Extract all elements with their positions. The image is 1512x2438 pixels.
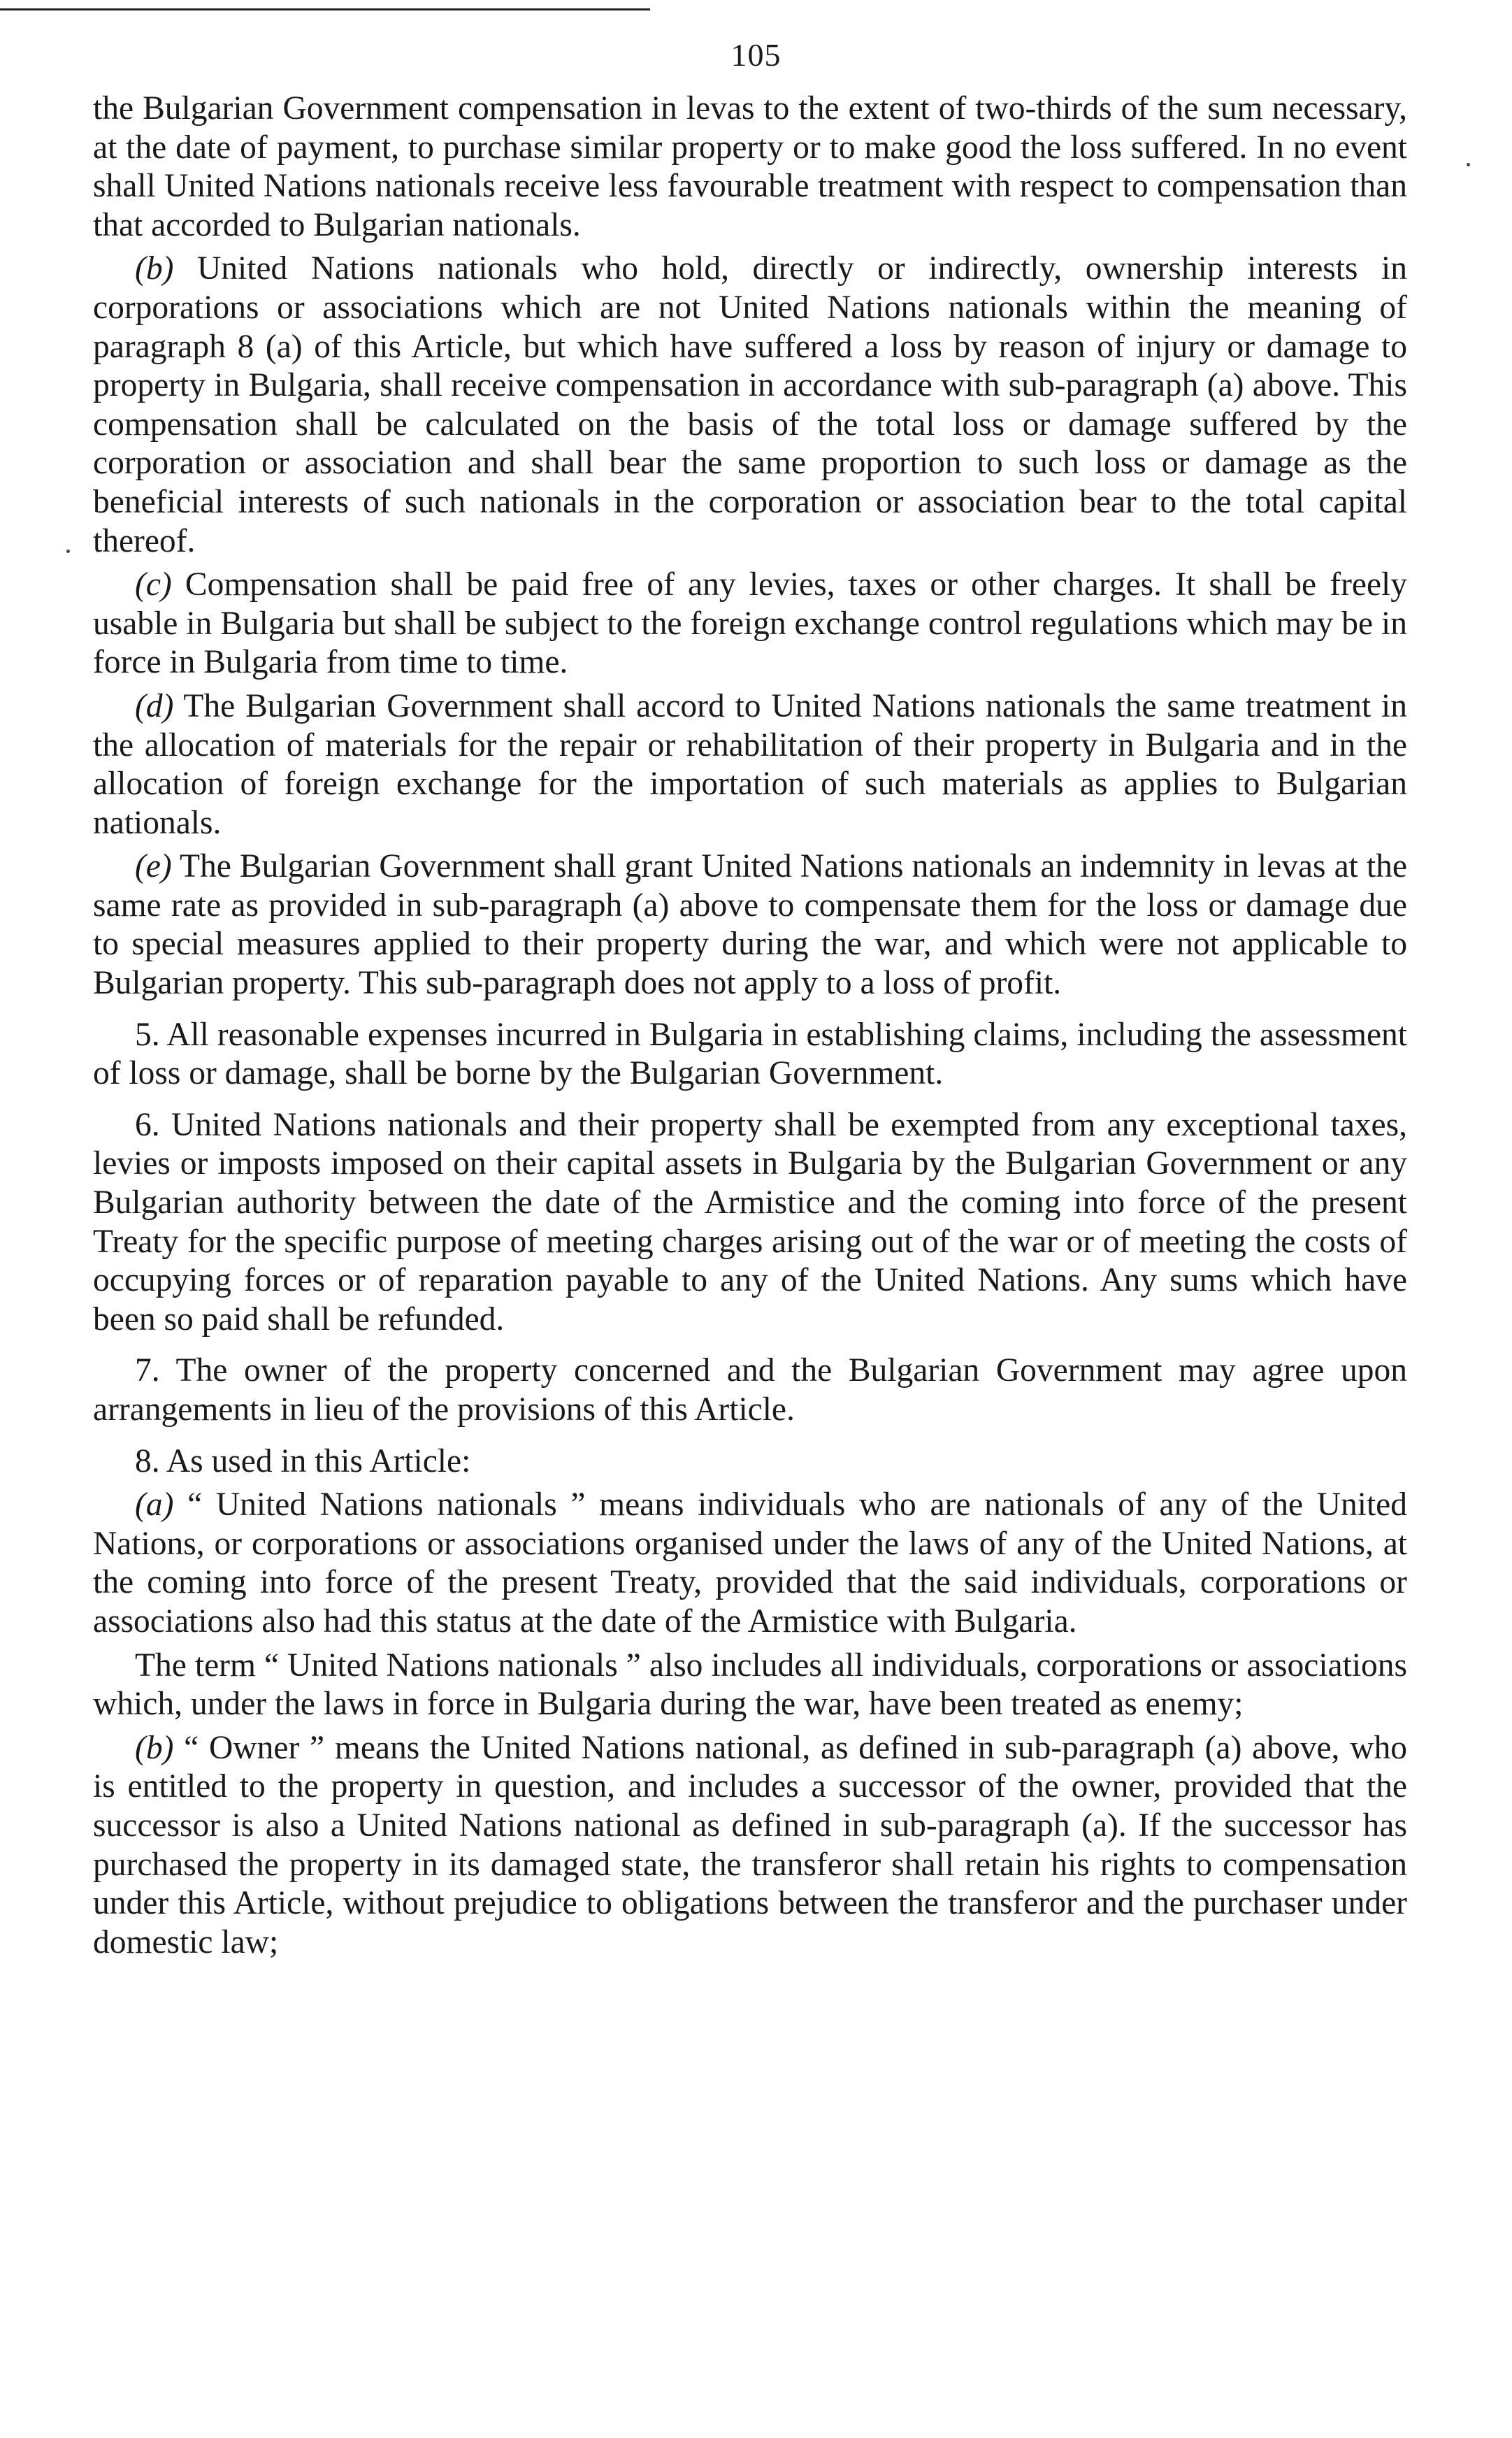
- paragraph-marker: (e): [135, 848, 172, 885]
- paragraph-text: “ United Nations nationals ” means individuals who are nationals of any of the United Nations, or corporations or associations organised under the laws of any of the United Nations, at the coming into force of the present Treaty, provided that the said individuals, corporations or associations also had this status at the date of the Armistice with Bulgaria.: [93, 1486, 1408, 1640]
- paragraph-4b: [93, 250, 1407, 561]
- body-text: [93, 89, 1407, 1967]
- paragraph-marker: (b): [135, 1729, 174, 1766]
- paragraph-text: The Bulgarian Government shall grant United Nations nationals an indemnity in levas at the same rate as provided in sub-paragraph (a) above to compensate them for the loss or damage due to special measures applied to their property during the war, and which were not applicable to Bulgarian property. This sub-paragraph does not apply to a loss of profit.: [93, 848, 1407, 1002]
- paragraph-5: [93, 1016, 1407, 1093]
- paragraph-8b: [93, 1729, 1407, 1963]
- stray-mark: [66, 550, 70, 553]
- paragraph-text: The term “ United Nations nationals ” also includes all individuals, corporations or associations which, under the laws in force in Bulgaria during the war, have been treated as enemy;: [93, 1647, 1407, 1723]
- paragraph-8a-term: [93, 1647, 1407, 1724]
- paragraph-text: “ Owner ” means the United Nations national, as defined in sub-paragraph (a) above, who is entitled to the property in question, and includes a successor of the owner, provided that the successor is also a United Nations national as defined in sub-paragraph (a). If the successor has purchased the property in its damaged state, the transferor shall retain his rights to compensation under this Article, without prejudice to obligations between the transferor and the purchaser under domestic law;: [93, 1729, 1408, 1960]
- paragraph-marker: (a): [135, 1486, 174, 1523]
- paragraph-text: The Bulgarian Government shall accord to United Nations nationals the same treatment in the allocation of materials for the repair or rehabilitation of their property in Bulgaria and in the allocation of foreign exchange for the importation of such materials as applies to Bulgarian nationals.: [93, 687, 1407, 841]
- paragraph-text: 5. All reasonable expenses incurred in Bulgaria in establishing claims, including the assessment of loss or damage, shall be borne by the Bulgarian Government.: [93, 1016, 1407, 1092]
- page-number: 105: [730, 37, 782, 73]
- paragraph-marker: (d): [135, 687, 174, 724]
- top-rule: [0, 8, 650, 10]
- paragraph-text: Compensation shall be paid free of any levies, taxes or other charges. It shall be freely usable in Bulgaria but shall be subject to the foreign exchange control regulations which may be in force in Bulgaria from time to time.: [93, 566, 1408, 681]
- paragraph-text: 7. The owner of the property concerned and the Bulgarian Government may agree upon arrangements in lieu of the provisions of this Article.: [93, 1352, 1407, 1428]
- paragraph-continuation: [93, 89, 1407, 245]
- paragraph-text: 8. As used in this Article:: [135, 1442, 471, 1479]
- paragraph-4e: [93, 847, 1407, 1003]
- paragraph-4c: [93, 566, 1407, 682]
- paragraph-8a: [93, 1486, 1407, 1641]
- paragraph-8: [93, 1442, 1407, 1482]
- paragraph-7: [93, 1351, 1407, 1429]
- paragraph-text: 6. United Nations nationals and their property shall be exempted from any exceptional taxes, levies or imposts imposed on their capital assets in Bulgaria by the Bulgarian Government or any Bulgarian authority between the date of the Armistice and the coming into force of the present Treaty for the specific purpose of meeting charges arising out of the war or of meeting the costs of occupying forces or of reparation payable to any of the United Nations. Any sums which have been so paid shall be refunded.: [93, 1106, 1407, 1338]
- stray-mark: [1467, 163, 1470, 166]
- paragraph-text: United Nations nationals who hold, directly or indirectly, ownership interests in corporations or associations which are not United Nations nationals within the meaning of paragraph 8 (a) of this Article, but which have suffered a loss by reason of injury or damage to property in Bulgaria, shall receive compensation in accordance with sub-paragraph (a) above. This compensation shall be calculated on the basis of the total loss or damage suffered by the corporation or association and shall bear the same proportion to such loss or damage as the beneficial interests of such nationals in the corporation or association bear to the total capital thereof.: [93, 250, 1407, 559]
- paragraph-4d: [93, 687, 1407, 842]
- paragraph-marker: (c): [135, 566, 172, 603]
- paragraph-marker: (b): [135, 250, 174, 287]
- paragraph-6: [93, 1106, 1407, 1340]
- paragraph-text: the Bulgarian Government compensation in levas to the extent of two-thirds of the sum necessary, at the date of payment, to purchase similar property or to make good the loss suffered. In no event shall United Nations nationals receive less favourable treatment with respect to compensation than that accorded to Bulgarian nationals.: [93, 90, 1407, 243]
